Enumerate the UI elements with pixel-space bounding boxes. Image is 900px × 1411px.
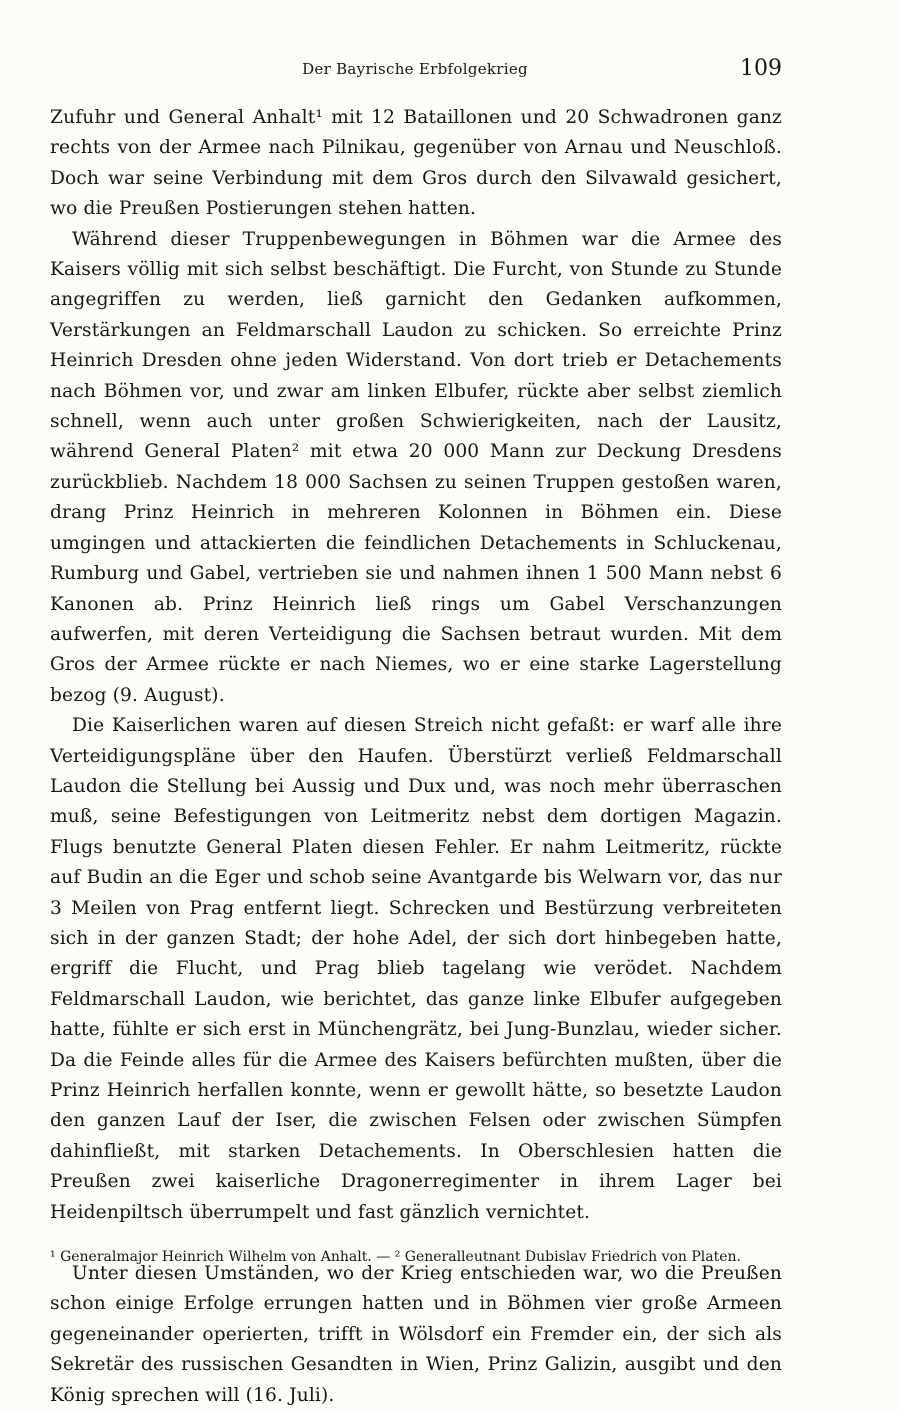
paragraph-4: Unter diesen Umständen, wo der Krieg entschieden war, wo die Preußen schon einige Erfolge errungen hatten und in Böhmen vier große Armeen gegeneinander operierten, trifft in Wölsdorf ein Fremder ein, der sich als Sekretär des russischen Gesandten in Wien, Prinz Galizin, ausgibt und den König sprechen will (16. Juli). xyxy=(50,1263,782,1406)
body-text xyxy=(50,103,782,1411)
paragraph-2: Während dieser Truppenbewegungen in Böhmen war die Armee des Kaisers völlig mit sich selbst beschäftigt. Die Furcht, von Stunde zu Stunde angegriffen zu werden, ließ garnicht den Gedanken aufkommen, Verstärkungen an Feldmarschall Laudon zu schicken. So erreichte Prinz Heinrich Dresden ohne jeden Widerstand. Von dort trieb er Detachements nach Böhmen vor, und zwar am linken Elbufer, rückte aber selbst ziemlich schnell, wenn auch unter großen Schwierigkeiten, nach der Lausitz, während General Platen² mit etwa 20 000 Mann zur Deckung Dresdens zurückblieb. Nachdem 18 000 Sachsen zu seinen Truppen gestoßen waren, drang Prinz Heinrich in mehreren Kolonnen in Böhmen ein. Diese umgingen und attackierten die feindlichen Detachements in Schluckenau, Rumburg und Gabel, vertrieben sie und nahmen ihnen 1 500 Mann nebst 6 Kanonen ab. Prinz Heinrich ließ rings um Gabel Verschanzungen aufwerfen, mit deren Verteidigung die Sachsen betraut wurden. Mit dem Gros der Armee rückte er nach Niemes, wo er eine starke Lagerstellung bezog (9. August). xyxy=(50,228,782,706)
paragraph-3: Die Kaiserlichen waren auf diesen Streich nicht gefaßt: er warf alle ihre Verteidigungspläne über den Haufen. Überstürzt verließ Feldmarschall Laudon die Stellung bei Aussig und Dux und, was noch mehr überraschen muß, seine Befestigungen von Leitmeritz nebst dem dortigen Magazin. Flugs benutzte General Platen diesen Fehler. Er nahm Leitmeritz, rückte auf Budin an die Eger und schob seine Avantgarde bis Welwarn vor, das nur 3 Meilen von Prag entfernt liegt. Schrecken und Bestürzung verbreiteten sich in der ganzen Stadt; der hohe Adel, der sich dort hinbegeben hatte, ergriff die Flucht, und Prag blieb tagelang wie verödet. Nachdem Feldmarschall Laudon, wie berichtet, das ganze linke Elbufer aufgegeben hatte, fühlte er sich erst in Münchengrätz, bei Jung-Bunzlau, wieder sicher. Da die Feinde alles für die Armee des Kaisers befürchten mußten, über die Prinz Heinrich herfallen konnte, wenn er gewollt hätte, so besetzte Laudon den ganzen Lauf der Iser, die zwischen Felsen oder zwischen Sümpfen dahinfließt, mit starken Detachements. In Oberschlesien hatten die Preußen zwei kaiserliche Dragonerregimenter in ihrem Lager bei Heidenpiltsch überrumpelt und fast gänzlich vernichtet. xyxy=(50,715,782,1223)
paragraph-1: Zufuhr und General Anhalt¹ mit 12 Bataillonen und 20 Schwadronen ganz rechts von der Armee nach Pilnikau, gegenüber von Arnau und Neuschloß. Doch war seine Verbindung mit dem Gros durch den Silvawald gesichert, wo die Preußen Postierungen stehen hatten. xyxy=(50,107,782,220)
page-number: 109 xyxy=(740,56,782,81)
footnote-text: ¹ Generalmajor Heinrich Wilhelm von Anhalt. — ² Generalleutnant Dubislav Friedrich von Platen. xyxy=(50,1249,741,1265)
running-title: Der Bayrische Erbfolgekrieg xyxy=(302,60,528,78)
footnotes xyxy=(50,1245,782,1269)
